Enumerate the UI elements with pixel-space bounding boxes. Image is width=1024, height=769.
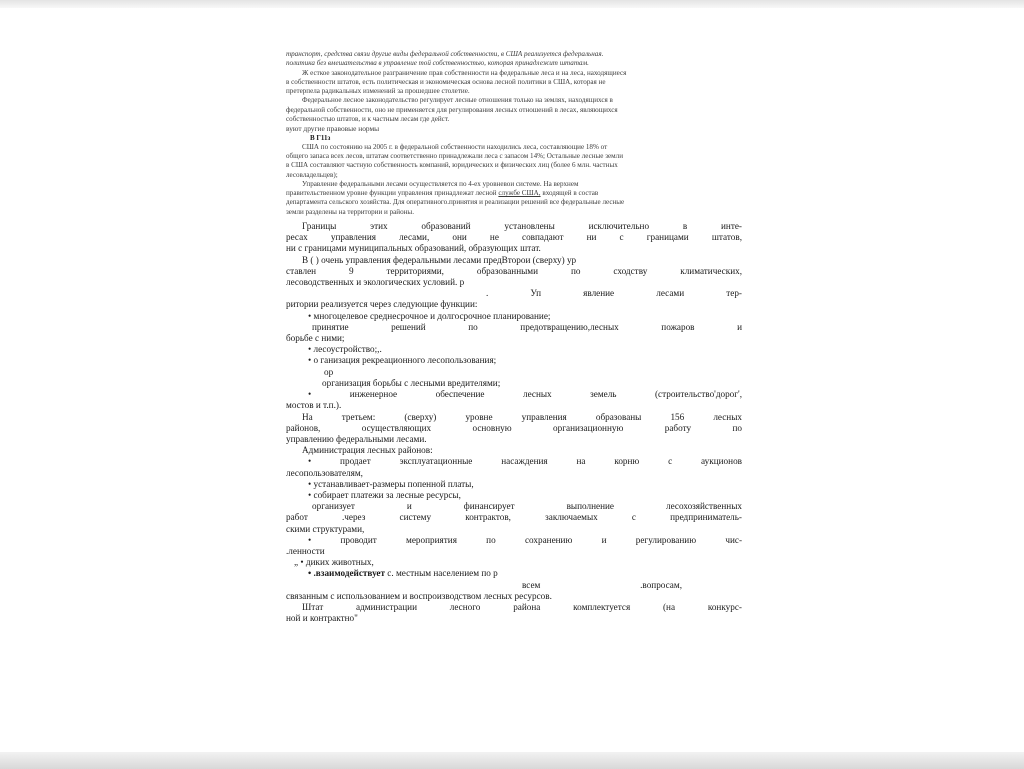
text-line: .ленности <box>286 545 325 556</box>
text-line: собственностью штатов, и к частным лесам где дейст. <box>286 115 450 124</box>
text-line: США по состоянию на 2005 г. в федеральной собственности находились леса, составляющие 18% от <box>302 142 608 151</box>
text-line: в собственности штатов, есть политическая и экономическая основа лесной политики в США, которая не <box>286 77 606 86</box>
text-span: входящей в состав <box>542 189 599 198</box>
text-line <box>286 189 742 198</box>
text-span: правительственном уровне функции управления принадлежат лесной <box>286 189 497 198</box>
document-page <box>286 50 742 624</box>
text-line: ни с границами муниципальных образований, образующих штат. <box>286 243 541 254</box>
list-item: • инженерное обеспечение лесных земель (строительство'дорог', <box>308 389 742 400</box>
list-item: „ • диких животных, <box>294 557 374 568</box>
text-line: скими структурами, <box>286 523 365 534</box>
list-item: • устанавливает-размеры попенной платы, <box>308 478 474 489</box>
text-line: ритории реализуется через следующие функции: <box>286 299 478 310</box>
text-line: Штат администрации лесного района комплектуется (на конкурс- <box>302 601 742 612</box>
list-item: • многоцелевое среднесрочное и долгосрочное планирование; <box>308 310 551 321</box>
text-line: Ж есткое законодательное разграничение прав собственности на федеральные леса и на леса, находящиеся <box>302 68 627 77</box>
text-line: На третьем: (сверху) уровне управления образованы 156 лесных <box>302 411 742 422</box>
text-line: политика без вмешательства в управление той собственностью, которая принадлежит штатам. <box>286 59 589 68</box>
slide-frame-bottom <box>0 752 1024 769</box>
text-line: транспорт, средства связи другие виды федеральной собственности, в США реализуется федеральная. <box>286 50 604 58</box>
text-line: организация борьбы с лесными вредителями; <box>322 377 501 388</box>
text-line: принятие решений по предотвращению,лесных пожаров и <box>312 321 742 332</box>
list-item: • продает эксплуатационные насаждения на корню с аукционов <box>308 456 742 467</box>
text-line: ставлен 9 территориями, образованными по сходству климатических, <box>286 265 742 276</box>
text-line: федеральной собственности, оно не применяется для регулирования лесных отношений в лесах, являющихся <box>286 105 618 114</box>
text-line: лесопользователям, <box>286 467 363 478</box>
text-line: ор <box>324 366 334 377</box>
list-item: • собирает платежи за лесные ресурсы, <box>308 489 461 500</box>
text-line: районов, осуществляющих основную организационную работу по <box>286 422 742 433</box>
text-line: борьбе с ними; <box>286 333 345 344</box>
text-line: лесоводственных и экологических условий. р <box>286 277 465 288</box>
text-line: Администрация лесных районов: <box>302 445 433 456</box>
list-item <box>308 568 742 579</box>
text-line: управлению федеральными лесами. <box>286 433 427 444</box>
text-line: Управление федеральными лесами осуществляется по 4-ех уровневои системе. На верхнем <box>302 179 579 188</box>
text-line: ной и контрактно" <box>286 613 358 624</box>
list-item: • лесоустройство;,. <box>308 344 382 355</box>
text-line: департамента сельского хозяйства. Для оперативного.принятия и реализации решений все федеральные лесные <box>286 198 625 207</box>
section-heading: В Г11з <box>310 133 331 142</box>
text-line: вуют другие правовые нормы <box>286 124 380 134</box>
text-line: . Уп явление лесами тер- <box>486 288 742 299</box>
text-line: претерпела радикальных изменений за прошедшее столетие. <box>286 87 470 96</box>
text-line: всем .вопросам, <box>522 579 682 590</box>
text-span: с. местным населением по р <box>387 568 498 579</box>
text-line: работ .через систему контрактов, заключаемых с предприниматель- <box>286 512 742 523</box>
text-line: связанным с использованием и воспроизводством лесных ресурсов. <box>286 590 552 601</box>
text-line: в США составляют частную собственность компаний, юридических и физических лиц (более 6 млн. частных <box>286 161 618 170</box>
forest-service-link[interactable]: службе США, <box>498 189 541 198</box>
slide-frame-top <box>0 0 1024 8</box>
list-item: • проводит мероприятия по сохранению и регулированию чис- <box>308 534 742 545</box>
list-item: • о ганизация рекреационного лесопользования; <box>308 355 497 366</box>
text-line: земли разделены на территории и районы. <box>286 207 414 216</box>
text-line: лесовладельцев); <box>286 170 338 179</box>
text-line: общего запаса всех лесов, штатам соответственно принадлежали леса с запасом 14%; Остальные лесные земли <box>286 151 623 160</box>
text-line: В ( ) очень управления федеральными лесами предВторои (сверху) ур <box>302 254 577 265</box>
text-line: ресах управления лесами, они не совпадают ни с границами штатов, <box>286 232 742 243</box>
text-line: организует и финансирует выполнение лесохозяйственных <box>312 501 742 512</box>
text-line: мостов и т.п.). <box>286 400 342 411</box>
text-line: Границы этих образований установлены исключительно в инте- <box>302 221 742 232</box>
bold-term: • .взаимодействует <box>308 568 385 579</box>
text-line: Федеральное лесное законодательство регулирует лесные отношения только на землях, находящихся в <box>302 96 613 105</box>
